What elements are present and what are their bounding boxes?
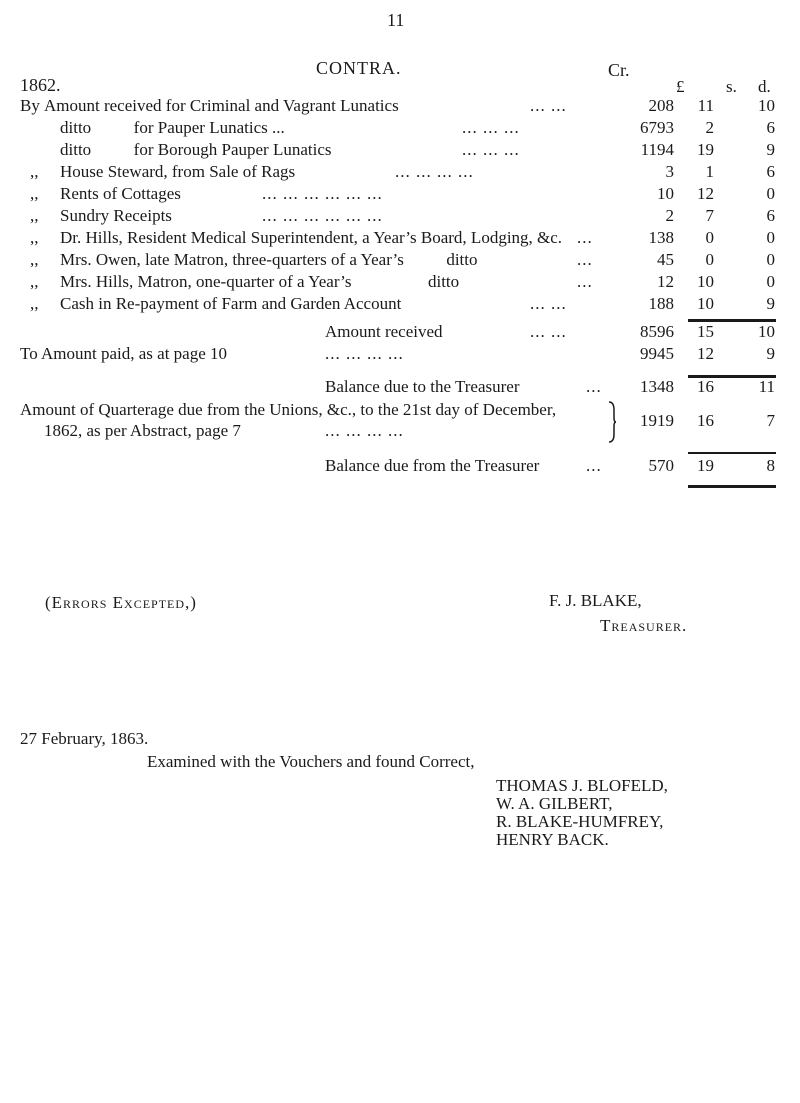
row-pence: 10	[758, 96, 775, 115]
amount-paid-label: To Amount paid, as at page 10	[20, 344, 228, 363]
audit-date: 27 February, 1863.	[20, 729, 149, 748]
balance-due-to-label: Balance due to the Treasurer	[325, 377, 520, 396]
row-prefix: ,,	[30, 294, 39, 313]
section-heading: CONTRA.	[316, 58, 402, 78]
row-pounds: 10	[657, 184, 674, 203]
row-leader: ... ... ... ...	[395, 162, 474, 181]
row-shillings: 12	[697, 184, 714, 203]
row-shillings: 0	[705, 250, 714, 269]
signatory: THOMAS J. BLOFELD,	[496, 776, 668, 795]
page-number: 11	[387, 10, 405, 30]
row-text: ditto for Pauper Lunatics ...	[60, 118, 285, 137]
row-pounds: 208	[648, 96, 674, 115]
row-pounds: 2	[665, 206, 674, 225]
row-leader: ...	[577, 228, 593, 247]
row-text: Amount received for Criminal and Vagrant Lunatics	[44, 96, 399, 115]
row-text: Mrs. Hills, Matron, one-quarter of a Year’s ditto	[60, 272, 460, 291]
row-shillings: 16	[697, 377, 714, 396]
row-prefix: ,,	[30, 272, 39, 291]
row-leader: ... ...	[530, 294, 567, 313]
row-shillings: 7	[705, 206, 714, 225]
row-pence: 0	[766, 272, 775, 291]
row-prefix: ,,	[30, 228, 39, 247]
row-text: ditto for Borough Pauper Lunatics	[60, 140, 332, 159]
row-leader: ... ...	[530, 96, 567, 115]
row-shillings: 1	[705, 162, 714, 181]
row-pence: 0	[766, 250, 775, 269]
ledger-row	[0, 96, 800, 119]
row-pence: 7	[766, 411, 775, 430]
sum-rule	[688, 452, 776, 454]
row-prefix: ,,	[30, 162, 39, 181]
row-shillings: 12	[697, 344, 714, 363]
row-pounds: 9945	[640, 344, 674, 363]
row-pence: 8	[766, 456, 775, 475]
row-pounds: 138	[648, 228, 674, 247]
quarterage-row	[0, 411, 800, 434]
row-pounds: 3	[665, 162, 674, 181]
year-label: 1862.	[20, 75, 61, 95]
row-leader: ...	[586, 456, 602, 475]
pounds-column-header: £	[676, 77, 685, 96]
quarterage-line-1: Amount of Quarterage due from the Unions, &c., to the 21st day of December,	[20, 400, 557, 419]
row-pounds: 8596	[640, 322, 674, 341]
row-text: Cash in Re-payment of Farm and Garden Account	[60, 294, 402, 313]
row-leader: ... ... ...	[462, 140, 520, 159]
ledger-row	[0, 184, 800, 207]
ledger-row	[0, 162, 800, 185]
row-pounds: 1194	[640, 140, 674, 159]
row-text: Rents of Cottages	[60, 184, 181, 203]
row-shillings: 11	[697, 96, 714, 115]
row-pence: 0	[766, 228, 775, 247]
row-shillings: 15	[697, 322, 714, 341]
double-rule	[688, 485, 776, 488]
row-text: Sundry Receipts	[60, 206, 172, 225]
amount-paid-row	[0, 344, 800, 367]
row-pence: 9	[766, 294, 775, 313]
row-pence: 0	[766, 184, 775, 203]
balance-due-from-label: Balance due from the Treasurer	[325, 456, 540, 475]
row-shillings: 16	[697, 411, 714, 430]
row-pounds: 6793	[640, 118, 674, 137]
row-leader: ...	[586, 377, 602, 396]
amount-received-label: Amount received	[325, 322, 443, 341]
row-pounds: 45	[657, 250, 674, 269]
row-pounds: 12	[657, 272, 674, 291]
credit-marker: Cr.	[608, 60, 630, 80]
row-text: House Steward, from Sale of Rags	[60, 162, 296, 181]
row-text: Mrs. Owen, late Matron, three-quarters of a Year’s ditto	[60, 250, 478, 269]
amount-received-row	[0, 322, 800, 345]
row-leader: ... ... ... ... ... ...	[262, 184, 383, 203]
row-pounds: 1919	[640, 411, 674, 430]
examined-statement: Examined with the Vouchers and found Correct,	[147, 752, 475, 771]
quarterage-leader: ... ... ... ...	[325, 421, 404, 440]
ledger-row	[0, 206, 800, 229]
row-shillings: 0	[705, 228, 714, 247]
row-prefix: ,,	[30, 206, 39, 225]
row-leader: ...	[577, 272, 593, 291]
signatory: R. BLAKE-HUMFREY,	[496, 812, 664, 831]
row-pence: 9	[766, 344, 775, 363]
row-pence: 10	[758, 322, 775, 341]
pence-column-header: d.	[758, 77, 771, 96]
shillings-column-header: s.	[726, 77, 737, 96]
signatory: W. A. GILBERT,	[496, 794, 613, 813]
row-prefix: ,,	[30, 250, 39, 269]
row-prefix: ,,	[30, 184, 39, 203]
row-pounds: 1348	[640, 377, 674, 396]
row-shillings: 10	[697, 272, 714, 291]
ledger-row	[0, 140, 800, 163]
row-text: Dr. Hills, Resident Medical Superintendent, a Year’s Board, Lodging, &c.	[60, 228, 563, 247]
row-leader: ... ...	[530, 322, 567, 341]
ledger-row	[0, 250, 800, 273]
quarterage-line-2: 1862, as per Abstract, page 7	[44, 421, 241, 440]
errors-excepted: (Errors Excepted,)	[45, 593, 197, 612]
ledger-row	[0, 118, 800, 141]
row-prefix: By	[20, 96, 40, 115]
row-pence: 6	[766, 162, 775, 181]
row-leader: ... ... ...	[462, 118, 520, 137]
ledger-row	[0, 272, 800, 295]
row-shillings: 10	[697, 294, 714, 313]
row-leader: ... ... ... ...	[325, 344, 404, 363]
row-shillings: 2	[705, 118, 714, 137]
row-pounds: 570	[648, 456, 674, 475]
ledger-row	[0, 294, 800, 317]
row-shillings: 19	[697, 456, 714, 475]
treasurer-title: Treasurer.	[600, 616, 688, 635]
row-pence: 6	[766, 118, 775, 137]
row-pounds: 188	[648, 294, 674, 313]
row-leader: ... ... ... ... ... ...	[262, 206, 383, 225]
ledger-row	[0, 228, 800, 251]
treasurer-name: F. J. BLAKE,	[549, 591, 642, 610]
row-shillings: 19	[697, 140, 714, 159]
balance-due-to-row	[0, 377, 800, 400]
row-pence: 9	[766, 140, 775, 159]
row-pence: 6	[766, 206, 775, 225]
signatory: HENRY BACK.	[496, 830, 609, 849]
balance-due-from-row	[0, 456, 800, 479]
row-leader: ...	[577, 250, 593, 269]
row-pence: 11	[758, 377, 775, 396]
